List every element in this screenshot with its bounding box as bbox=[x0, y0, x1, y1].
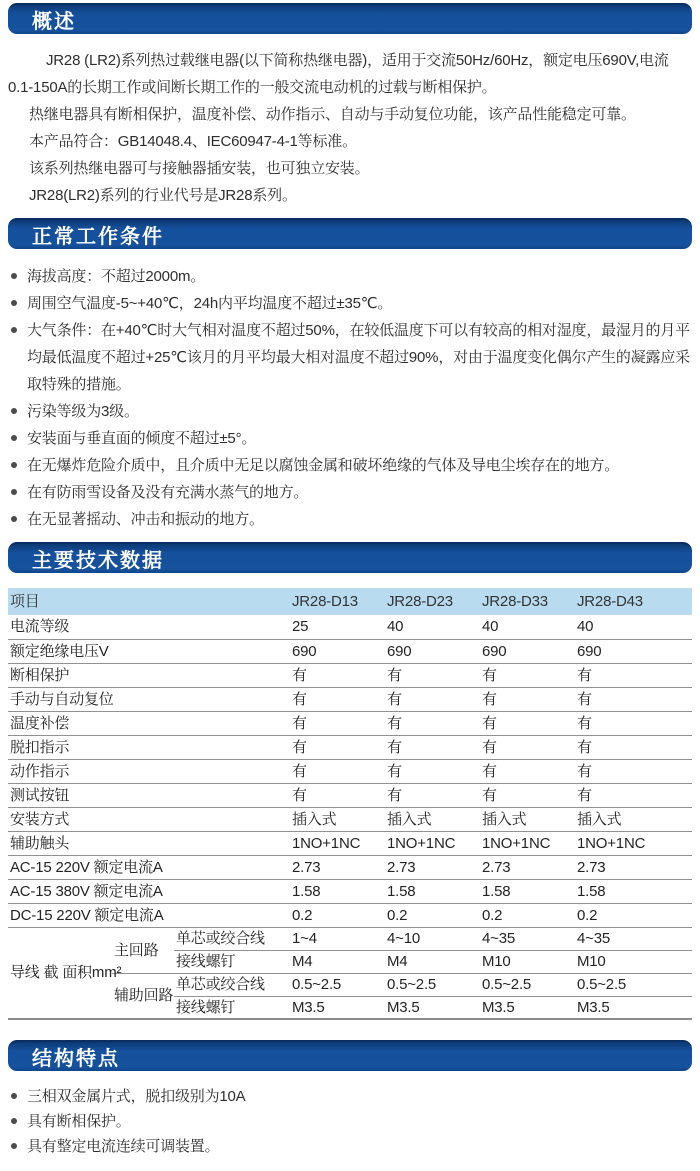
table-row-test-button bbox=[8, 783, 692, 807]
list-item bbox=[8, 1134, 692, 1159]
col-header-jr28-d43: JR28-D43 bbox=[575, 588, 692, 615]
table-row-manual-auto-reset bbox=[8, 687, 692, 711]
list-item bbox=[8, 290, 692, 317]
section-header-working-conditions bbox=[8, 218, 692, 249]
cell-value: 有 bbox=[575, 783, 692, 807]
cell-value: 有 bbox=[385, 711, 480, 735]
row-label: 手动与自动复位 bbox=[8, 687, 290, 711]
list-item-text: 在无显著摇动、冲击和振动的地方。 bbox=[27, 511, 264, 528]
cell-value: 有 bbox=[480, 735, 575, 759]
paragraph-mounting: 该系列热继电器可与接触器插安装，也可独立安装。 bbox=[29, 160, 370, 177]
cell-value: 1NO+1NC bbox=[480, 831, 575, 855]
table-row-action-indication bbox=[8, 759, 692, 783]
cell-value: 1.58 bbox=[480, 879, 575, 903]
list-item-text: 在有防雨雪设备及没有充满水蒸气的地方。 bbox=[27, 484, 309, 501]
bullet-icon bbox=[11, 300, 17, 306]
list-item-text: 周围空气温度-5~+40℃，24h内平均温度不超过±35℃。 bbox=[27, 295, 393, 312]
cell-value: M3.5 bbox=[577, 998, 610, 1016]
cell-value: 有 bbox=[575, 687, 692, 711]
col-header-jr28-d33: JR28-D33 bbox=[480, 588, 575, 615]
cell-value: 40 bbox=[385, 615, 480, 639]
cell-value: 有 bbox=[290, 687, 385, 711]
cell-value: 有 bbox=[385, 759, 480, 783]
wire-section-label: 导线 截 面积mm² bbox=[10, 964, 122, 982]
cell-value: 690 bbox=[290, 639, 385, 663]
cell-value: 25 bbox=[290, 615, 385, 639]
table-header-row bbox=[8, 588, 692, 615]
cell-value: M4 bbox=[290, 950, 385, 973]
list-item bbox=[8, 452, 692, 479]
cell-value: M3.5 bbox=[387, 998, 420, 1016]
row-label: 动作指示 bbox=[8, 759, 290, 783]
list-item bbox=[8, 506, 692, 533]
cell-value: 有 bbox=[575, 759, 692, 783]
cell-value: 0.2 bbox=[290, 903, 385, 927]
list-item bbox=[8, 1084, 692, 1109]
cell-value: 40 bbox=[480, 615, 575, 639]
section-title-structural-features: 结构特点 bbox=[32, 1048, 120, 1070]
cell-value: M3.5 bbox=[292, 998, 325, 1016]
cell-value: M3.5 bbox=[482, 998, 515, 1016]
cell-value: 40 bbox=[575, 615, 692, 639]
list-item-text: 污染等级为3级。 bbox=[27, 403, 139, 420]
row-label: 辅助触头 bbox=[8, 831, 290, 855]
cell-value: 有 bbox=[290, 759, 385, 783]
row-label: 额定绝缘电压V bbox=[8, 639, 290, 663]
cell-value: 0.2 bbox=[480, 903, 575, 927]
bullet-icon bbox=[11, 462, 17, 468]
cell-value: 4~10 bbox=[385, 927, 480, 950]
cell-value: 有 bbox=[480, 783, 575, 807]
cell-value: 有 bbox=[480, 663, 575, 687]
working-conditions-list bbox=[8, 263, 692, 533]
cell-value: 1NO+1NC bbox=[575, 831, 692, 855]
table-row-trip-indication bbox=[8, 735, 692, 759]
section-title-working-conditions: 正常工作条件 bbox=[32, 226, 164, 248]
list-item-text: 具有整定电流连续可调装置。 bbox=[27, 1138, 220, 1155]
cell-value: 1.58 bbox=[575, 879, 692, 903]
cell-value: 0.5~2.5 bbox=[480, 973, 575, 996]
sub-row-label: 接线螺钉 bbox=[176, 998, 236, 1016]
table-row-main-circuit-wire bbox=[8, 927, 692, 950]
col-header-jr28-d13: JR28-D13 bbox=[290, 588, 385, 615]
overview-paragraphs bbox=[8, 47, 692, 209]
cell-value: 2.73 bbox=[575, 855, 692, 879]
list-item bbox=[8, 479, 692, 506]
list-item bbox=[8, 425, 692, 452]
cell-value: 有 bbox=[480, 711, 575, 735]
cell-value: 0.5~2.5 bbox=[385, 973, 480, 996]
cell-value: 插入式 bbox=[290, 807, 385, 831]
cell-value: 4~35 bbox=[480, 927, 575, 950]
cell-value: 有 bbox=[290, 735, 385, 759]
cell-value: 有 bbox=[385, 687, 480, 711]
cell-value: 2.73 bbox=[385, 855, 480, 879]
paragraph-functions: 热继电器具有断相保护，温度补偿、动作指示、自动与手动复位功能，该产品性能稳定可靠。 bbox=[29, 106, 636, 123]
structural-features-list bbox=[8, 1084, 692, 1159]
cell-value: 1NO+1NC bbox=[385, 831, 480, 855]
row-label: 安装方式 bbox=[8, 807, 290, 831]
row-label: 测试按钮 bbox=[8, 783, 290, 807]
aux-circuit-label: 辅助回路 bbox=[114, 987, 174, 1005]
cell-value: 1~4 bbox=[290, 927, 385, 950]
cell-value: 有 bbox=[575, 711, 692, 735]
list-item-text: 海拔高度：不超过2000m。 bbox=[27, 268, 206, 285]
paragraph-series-code: JR28(LR2)系列的行业代号是JR28系列。 bbox=[29, 187, 297, 204]
cell-value: 有 bbox=[385, 783, 480, 807]
table-row-current-class bbox=[8, 615, 692, 639]
cell-value: 0.5~2.5 bbox=[575, 973, 692, 996]
section-header-tech-data bbox=[8, 542, 692, 573]
cell-value: 4~35 bbox=[575, 927, 692, 950]
bullet-icon bbox=[11, 1118, 17, 1124]
cell-value: 插入式 bbox=[385, 807, 480, 831]
table-row-phase-failure-protection bbox=[8, 663, 692, 687]
section-header-overview bbox=[8, 3, 692, 34]
row-label: AC-15 380V 额定电流A bbox=[8, 879, 290, 903]
cell-value: 2.73 bbox=[480, 855, 575, 879]
cell-value: 有 bbox=[290, 663, 385, 687]
section-title-tech-data: 主要技术数据 bbox=[32, 550, 164, 572]
cell-value: 有 bbox=[290, 711, 385, 735]
row-label: DC-15 220V 额定电流A bbox=[8, 903, 290, 927]
list-item-text: 三相双金属片式，脱扣级别为10A bbox=[27, 1088, 246, 1105]
cell-value: M4 bbox=[385, 950, 480, 973]
cell-value: 有 bbox=[575, 663, 692, 687]
cell-value: 1.58 bbox=[385, 879, 480, 903]
cell-value: 插入式 bbox=[575, 807, 692, 831]
bullet-icon bbox=[11, 516, 17, 522]
list-item-text: 具有断相保护。 bbox=[27, 1113, 131, 1130]
section-title-overview: 概述 bbox=[32, 11, 76, 33]
table-row-temp-compensation bbox=[8, 711, 692, 735]
table-row-auxiliary-contacts bbox=[8, 831, 692, 855]
bullet-icon bbox=[11, 489, 17, 495]
col-header-item: 项目 bbox=[8, 588, 290, 615]
cell-value: 0.2 bbox=[575, 903, 692, 927]
bullet-icon bbox=[11, 1093, 17, 1099]
cell-value: 0.5~2.5 bbox=[290, 973, 385, 996]
cell-value: 有 bbox=[480, 687, 575, 711]
row-label: 电流等级 bbox=[8, 615, 290, 639]
list-item bbox=[8, 317, 692, 398]
list-item-text: 在无爆炸危险介质中，且介质中无足以腐蚀金属和破坏绝缘的气体及导电尘埃存在的地方。 bbox=[27, 457, 620, 474]
cell-value: 1.58 bbox=[290, 879, 385, 903]
cell-value: 有 bbox=[575, 735, 692, 759]
table-row-mounting-method bbox=[8, 807, 692, 831]
table-row-ac15-220v bbox=[8, 855, 692, 879]
cell-value: 有 bbox=[385, 663, 480, 687]
bullet-icon bbox=[11, 273, 17, 279]
cell-value: M10 bbox=[480, 950, 575, 973]
table-row-ac15-380v bbox=[8, 879, 692, 903]
list-item-text: 大气条件：在+40℃时大气相对温度不超过50%，在较低温度下可以有较高的相对湿度，最湿月的月平均最低温度不超过+25℃该月的月平均最大相对温度不超过90%，对由于温度变化偶尔产生的凝露应采取特殊的措施。 bbox=[27, 322, 690, 393]
list-item bbox=[8, 398, 692, 425]
cell-value: 插入式 bbox=[480, 807, 575, 831]
bullet-icon bbox=[11, 1143, 17, 1149]
list-item bbox=[8, 1109, 692, 1134]
row-label: 温度补偿 bbox=[8, 711, 290, 735]
col-header-jr28-d23: JR28-D23 bbox=[385, 588, 480, 615]
cell-value: 690 bbox=[575, 639, 692, 663]
paragraph-intro: JR28 (LR2)系列热过载继电器(以下简称热继电器)，适用于交流50Hz/60Hz，额定电压690V,电流0.1-150A的长期工作或间断长期工作的一般交流电动机的过载与断相保护。 bbox=[8, 52, 669, 96]
sub-row-label: 单芯或绞合线 bbox=[174, 927, 290, 950]
cell-value: 有 bbox=[480, 759, 575, 783]
table-row-dc15-220v bbox=[8, 903, 692, 927]
row-label: AC-15 220V 额定电流A bbox=[8, 855, 290, 879]
bullet-icon bbox=[11, 327, 17, 333]
bullet-icon bbox=[11, 435, 17, 441]
cell-value: 690 bbox=[385, 639, 480, 663]
datasheet-page bbox=[0, 3, 700, 1171]
sub-row-label: 单芯或绞合线 bbox=[174, 973, 290, 996]
section-header-structural-features bbox=[8, 1040, 692, 1071]
row-label: 脱扣指示 bbox=[8, 735, 290, 759]
cell-value: 有 bbox=[290, 783, 385, 807]
row-label: 断相保护 bbox=[8, 663, 290, 687]
bullet-icon bbox=[11, 408, 17, 414]
list-item bbox=[8, 263, 692, 290]
main-circuit-label: 主回路 bbox=[112, 927, 174, 973]
paragraph-standards: 本产品符合：GB14048.4、IEC60947-4-1等标准。 bbox=[29, 133, 357, 150]
list-item-text: 安装面与垂直面的倾度不超过±5°。 bbox=[27, 430, 257, 447]
cell-value: 690 bbox=[480, 639, 575, 663]
tech-data-table bbox=[8, 588, 692, 1020]
cell-value: M10 bbox=[575, 950, 692, 973]
cell-value: 2.73 bbox=[290, 855, 385, 879]
cell-value: 0.2 bbox=[385, 903, 480, 927]
cell-value: 1NO+1NC bbox=[290, 831, 385, 855]
table-row-insulation-voltage bbox=[8, 639, 692, 663]
cell-value: 有 bbox=[385, 735, 480, 759]
sub-row-label: 接线螺钉 bbox=[174, 950, 290, 973]
